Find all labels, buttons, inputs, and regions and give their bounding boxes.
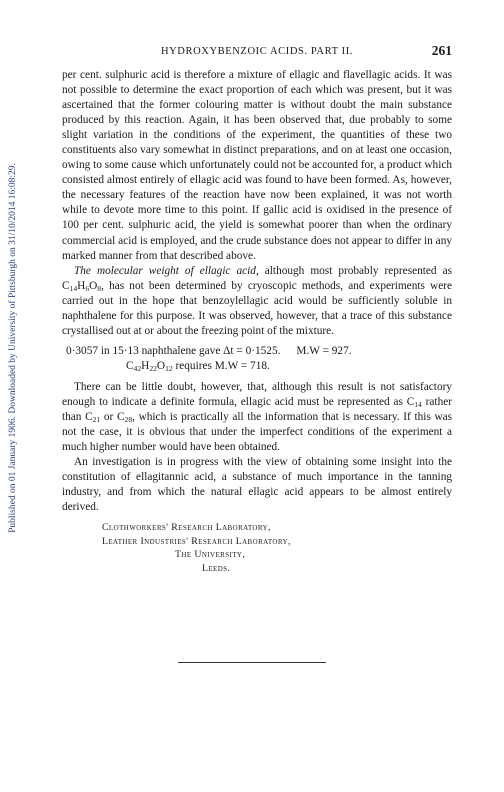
paragraph-2-heading: The molecular weight of ellagic acid, (74, 264, 259, 277)
end-rule (178, 662, 326, 663)
page-header (62, 43, 452, 64)
download-notice (6, 88, 20, 608)
article-body (62, 68, 452, 576)
address-line-2: Leather Industries' Research Laboratory, (102, 535, 291, 547)
page-number: 261 (431, 43, 452, 58)
formula-result (66, 344, 452, 359)
address-line-4: Leeds. (202, 563, 231, 575)
address-line-3: The University, (175, 549, 246, 561)
paragraph-3: There can be little doubt, however, that, although this result is not satisfactory enough to indicate a definite formula, ellagic acid must be represented as $C_{14}$ rather than $C_{21}$ or $C_{28}$, which is practically all the information that is necessary. If this was not the case, it is obvious that under the imperfect conditions of the experiment a much higher number would have been obtained. (62, 380, 453, 454)
address-line-1: Clothworkers' Research Laboratory, (102, 522, 271, 534)
paragraph-2: The molecular weight of ellagic acid, although most probably represented as $C_{14}H_6O_8$, has not been determined by cryoscopic methods, and experiments were carried out in the hope that benzoylellagic acid would be sufficiently soluble in naphthalene for this purpose. It was observed, however, that a trace of this substance crystallised out at or about the freezing point of the mixture. (62, 264, 452, 337)
paragraph-1: per cent. sulphuric acid is therefore a mixture of ellagic and flavellagic acids. It was not possible to determine the exact proportion of each which was present, but it was ascertained that the former colouring matter is without doubt the main substance produced by this reaction. Again, it has been observed that, due probably to some slight variation in the conditions of the experiment, the quantities of these two constituents also vary somewhat in distinct preparations, and on at least one occasion, owing to some cause which unfortunately could not be accounted for, a product which consisted almost entirely of ellagic acid was found to have been formed. As, however, the necessary features of the reaction have now been explained, it was not worth while to devote more time to this point. If gallic acid is oxidised in the presence of 100 per cent. sulphuric acid, the yield is somewhat poorer than when the ordinary commercial acid is employed, and the crude substance does not appear to differ in any marked manner from that described above. (62, 69, 452, 262)
paragraph-4: An investigation is in progress with the view of obtaining some insight into the constitution of ellagitannic acid, a substance of much importance in the tanning industry, and from which the natural ellagic acid appears to be almost entirely derived. (62, 456, 452, 514)
running-head: HYDROXYBENZOIC ACIDS. PART II. (160, 46, 354, 57)
formula-required: $C_{42}H_{22}O_{12}$ requires M.W = 718. (126, 359, 270, 373)
formula-found-mw: M.W = 927. (296, 344, 352, 357)
formula-measurement: 0·3057 in 15·13 naphthalene gave Δt = 0·1525. (66, 344, 281, 357)
author-address (62, 521, 452, 575)
download-notice-text: Published on 01 January 1906. Downloaded by University of Pittsburgh on 31/10/2014 16:08:29. (8, 163, 18, 533)
